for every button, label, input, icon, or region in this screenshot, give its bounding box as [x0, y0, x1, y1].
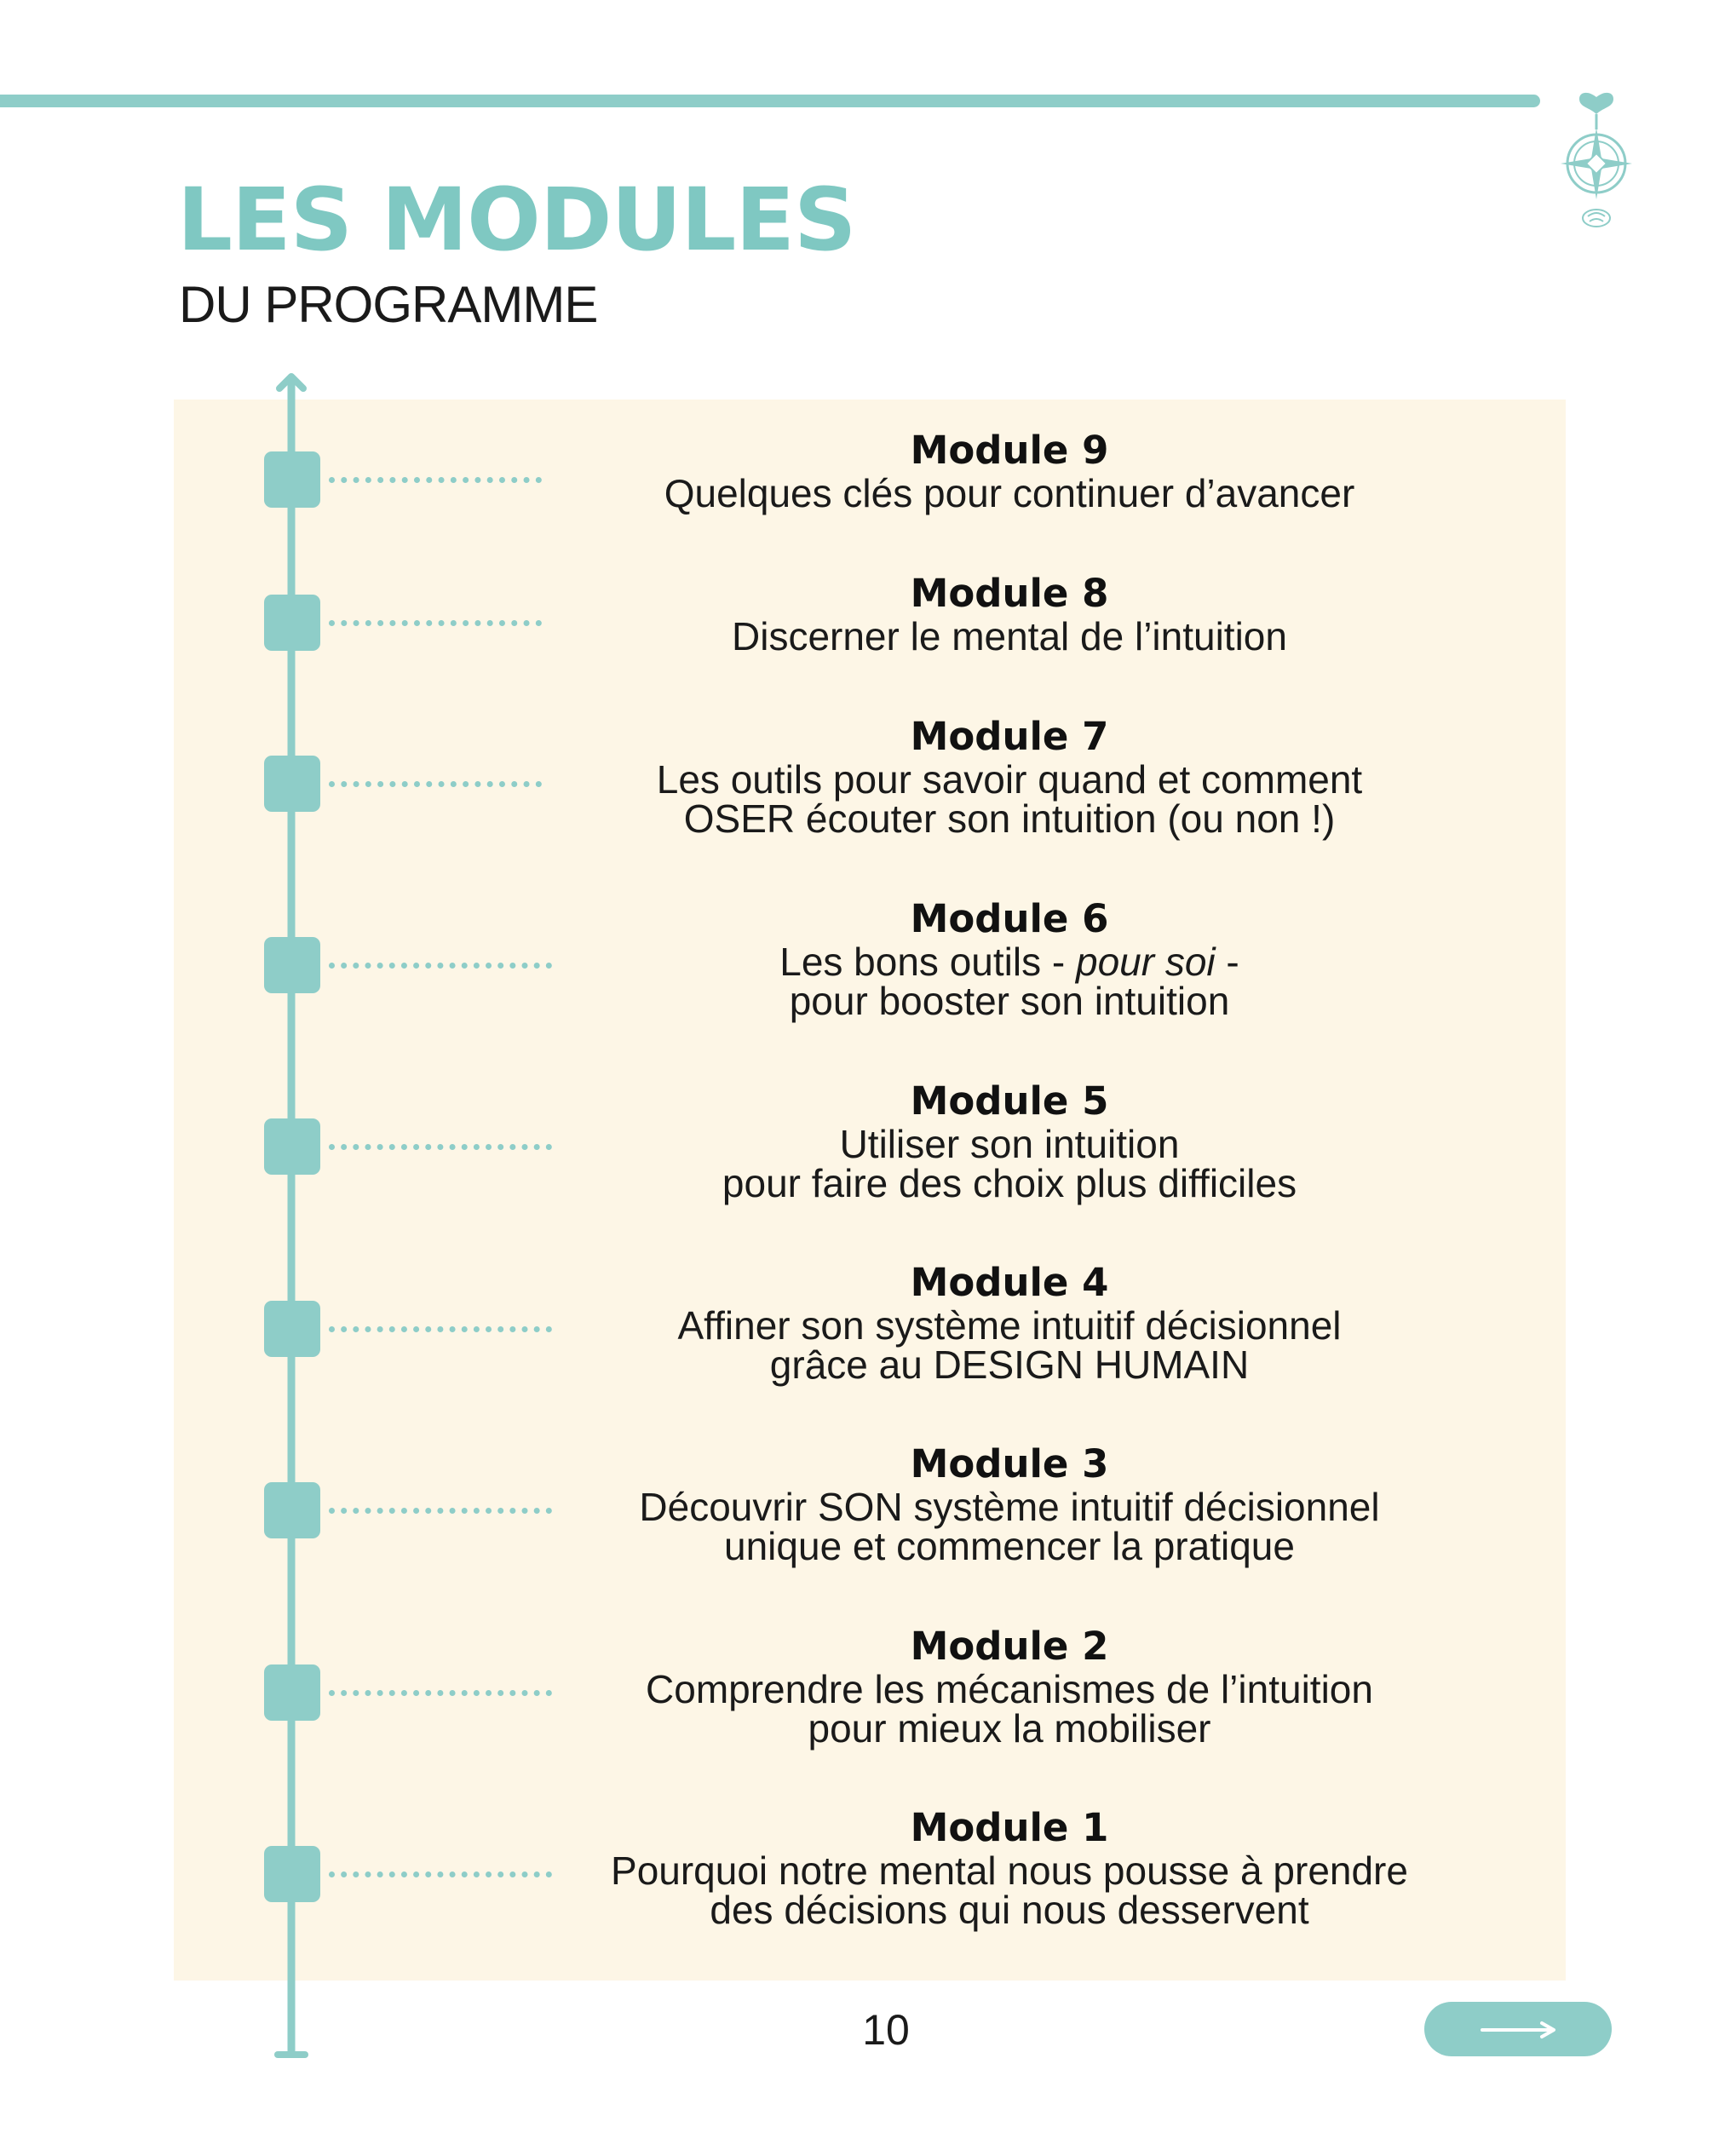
- timeline-marker: [264, 595, 320, 651]
- module-description: OSER écouter son intuition (ou non !): [683, 796, 1336, 841]
- module-title: Module 9: [910, 428, 1109, 473]
- module-description: Pourquoi notre mental nous pousse à prendre: [611, 1848, 1408, 1893]
- module-description: Découvrir SON système intuitif décisionnel: [639, 1485, 1380, 1529]
- timeline-connector: [329, 963, 552, 969]
- compass-heart-icon: [1555, 89, 1637, 232]
- module-description: Utiliser son intuition: [839, 1122, 1180, 1166]
- timeline-connector: [329, 477, 542, 483]
- module-description: des décisions qui nous desservent: [710, 1888, 1309, 1932]
- module-title: Module 1: [910, 1805, 1109, 1850]
- module-3: [528, 1441, 1491, 1566]
- module-description: unique et commencer la pratique: [724, 1524, 1295, 1568]
- module-description: Discerner le mental de l’intuition: [732, 614, 1287, 658]
- module-7: [528, 714, 1491, 841]
- module-description: [528, 940, 1491, 984]
- timeline-connector: [329, 620, 542, 626]
- next-page-button[interactable]: [1424, 2002, 1612, 2056]
- timeline-marker: [264, 1664, 320, 1721]
- timeline-connector: [329, 1144, 552, 1150]
- module-description: pour mieux la mobiliser: [808, 1706, 1211, 1751]
- module-title: Module 3: [910, 1441, 1109, 1486]
- module-title: Module 6: [910, 896, 1109, 941]
- module-title: Module 4: [910, 1260, 1109, 1305]
- timeline-marker: [264, 451, 320, 508]
- module-title: Module 7: [910, 714, 1109, 759]
- module-description: Quelques clés pour continuer d’avancer: [664, 471, 1355, 515]
- module-9: [528, 428, 1491, 513]
- module-description: Comprendre les mécanismes de l’intuition: [646, 1667, 1373, 1711]
- module-title: Module 2: [910, 1624, 1109, 1669]
- timeline-connector: [329, 1690, 552, 1696]
- module-4: [528, 1260, 1491, 1387]
- timeline-marker: [264, 1846, 320, 1902]
- module-title: Module 8: [910, 571, 1109, 616]
- timeline-connector: [329, 1871, 552, 1877]
- timeline-marker: [264, 1301, 320, 1357]
- module-8: [528, 571, 1491, 656]
- module-2: [528, 1624, 1491, 1751]
- module-description: pour faire des choix plus difficiles: [722, 1161, 1297, 1205]
- module-1: [528, 1805, 1491, 1932]
- timeline-connector: [329, 1508, 552, 1514]
- page-subtitle: DU PROGRAMME: [179, 276, 598, 333]
- module-description: grâce au DESIGN HUMAIN: [769, 1342, 1250, 1387]
- timeline-connector: [329, 781, 542, 787]
- module-description-part: Les bons outils -: [779, 940, 1076, 984]
- arrow-right-icon: [1481, 2021, 1557, 2039]
- module-description: Les outils pour savoir quand et comment: [656, 757, 1363, 802]
- module-6: [528, 896, 1491, 1021]
- module-description-emphasis: pour soi: [1075, 940, 1216, 984]
- timeline-marker: [264, 1482, 320, 1538]
- module-description-part: -: [1215, 940, 1239, 984]
- timeline-marker: [264, 937, 320, 993]
- page-number: 10: [862, 2006, 910, 2054]
- module-title: Module 5: [910, 1078, 1109, 1124]
- timeline-marker: [264, 1118, 320, 1175]
- timeline-connector: [329, 1326, 552, 1332]
- top-rule: [0, 95, 1540, 107]
- module-5: [528, 1078, 1491, 1203]
- module-description: Affiner son système intuitif décisionnel: [677, 1303, 1342, 1348]
- module-description: pour booster son intuition: [789, 979, 1230, 1023]
- timeline-marker: [264, 756, 320, 812]
- page-title: LES MODULES: [177, 170, 856, 271]
